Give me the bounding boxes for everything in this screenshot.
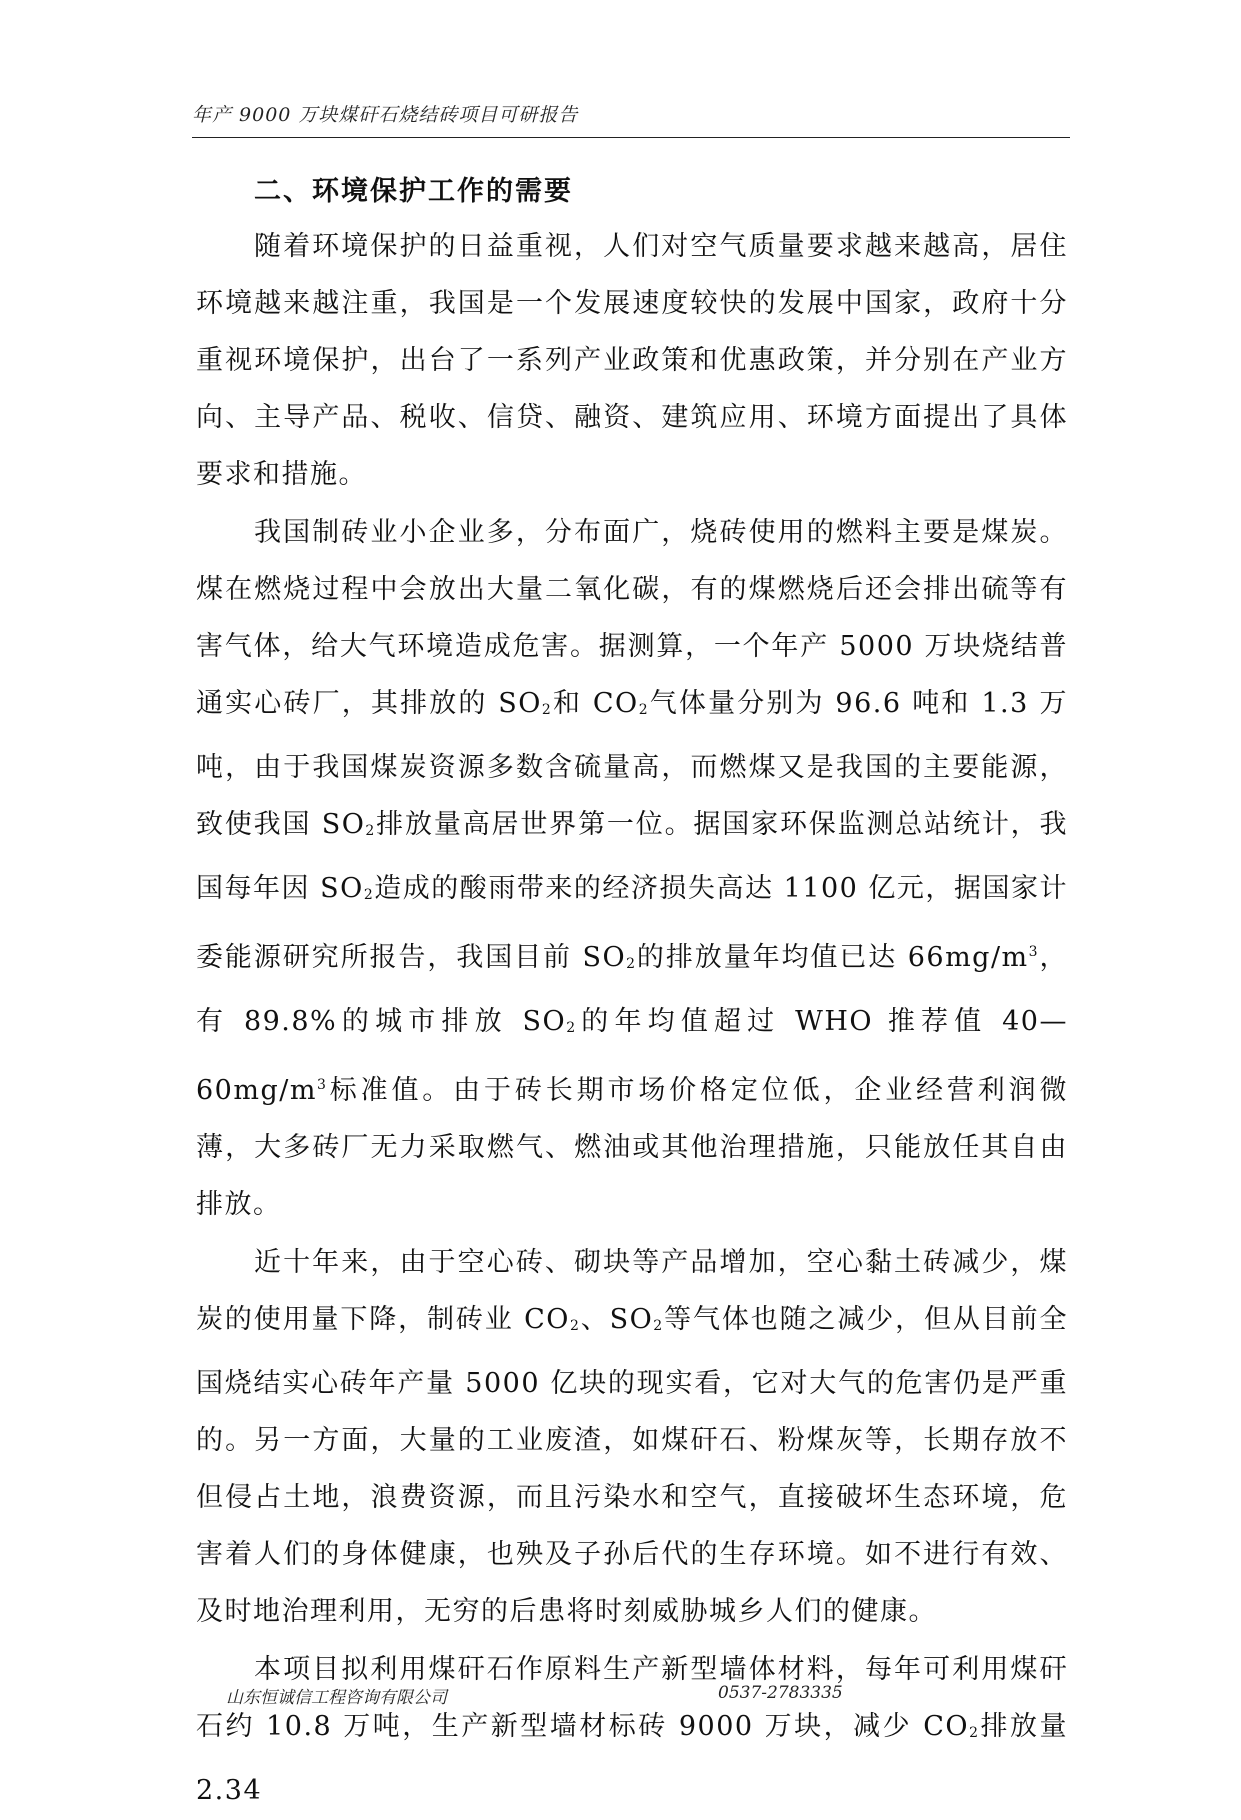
p3-text-1: 近十年来，由于空心砖、砌块等产品增加，空心黏土砖减少，煤炭的使用量下降，制砖业 CO bbox=[196, 1247, 1068, 1335]
footer-phone: 0537-2783335 bbox=[718, 1683, 843, 1703]
p3-text-2: 、SO bbox=[580, 1304, 654, 1335]
p2-text-8: 的年均值超过 WHO 推荐值 40—60mg/m bbox=[196, 1006, 1068, 1106]
running-header: 年产 9000 万块煤矸石烧结砖项目可研报告 bbox=[192, 104, 579, 126]
subscript-2: 2 bbox=[541, 702, 553, 718]
p2-text-5: 造成的酸雨带来的经济损失高达 1100 亿元，据国家计委能源研究所报告，我国目前 SO bbox=[196, 873, 1068, 973]
p2-text-1: 我国制砖业小企业多，分布面广，烧砖使用的燃料主要是煤炭。煤在燃烧过程中会放出大量二氧化碳，有的煤燃烧后还会排出硫等有害气体，给大气环境造成危害。据测算，一个年产 5000 万块烧结普通实心砖厂，其排放的 SO bbox=[196, 517, 1068, 719]
p2-text-3: 气体量分别为 96.6 吨和 1.3 万吨，由于我国煤炭资源多数含硫量高，而燃煤又是我国的主要能源，致使我国 SO bbox=[196, 688, 1068, 840]
p2-text-2: 和 CO bbox=[552, 688, 639, 719]
subscript-2: 2 bbox=[569, 1318, 581, 1334]
p2-text-4: 排放量高居世界第一位。据国家环保监测总站统计，我国每年因 SO bbox=[196, 809, 1069, 904]
subscript-2: 2 bbox=[566, 1020, 577, 1036]
p2-text-7: ，有 89.8%的城市排放 SO bbox=[196, 942, 1068, 1037]
subscript-2: 2 bbox=[626, 956, 637, 972]
subscript-2: 2 bbox=[638, 702, 650, 718]
subscript-2: 2 bbox=[653, 1318, 664, 1334]
subscript-2: 2 bbox=[365, 823, 376, 839]
footer-company: 山东恒诚信工程咨询有限公司 bbox=[226, 1688, 447, 1708]
paragraph-2 bbox=[196, 504, 1068, 1233]
p4-text-1: 本项目拟利用煤矸石作原料生产新型墙体材料，每年可利用煤矸石约 10.8 万吨，生产新型墙材标砖 9000 万块，减少 CO bbox=[196, 1654, 1068, 1742]
superscript-3: 3 bbox=[1028, 944, 1040, 960]
superscript-3: 3 bbox=[316, 1077, 328, 1093]
subscript-2: 2 bbox=[363, 887, 375, 903]
paragraph-4 bbox=[196, 1641, 1068, 1819]
p2-text-6: 的排放量年均值已达 66mg/m bbox=[636, 942, 1029, 973]
subscript-2: 2 bbox=[969, 1725, 980, 1741]
header-divider bbox=[192, 137, 1070, 138]
p4-text-2: 排放量 2.34 bbox=[196, 1711, 1069, 1806]
page-body bbox=[196, 166, 1068, 1820]
p2-text-9: 标准值。由于砖长期市场价格定位低，企业经营利润微薄，大多砖厂无力采取燃气、燃油或其他治理措施，只能放任其自由排放。 bbox=[196, 1075, 1068, 1220]
p3-text-3: 等气体也随之减少，但从目前全国烧结实心砖年产量 5000 亿块的现实看，它对大气的危害仍是严重的。另一方面，大量的工业废渣，如煤矸石、粉煤灰等，长期存放不但侵占土地，浪费资源，而且污染水和空气，直接破坏生态环境，危害着人们的身体健康，也殃及子孙后代的生存环境。如不进行有效、及时地治理利用，无穷的后患将时刻威胁城乡人们的健康。 bbox=[196, 1304, 1068, 1627]
section-heading: 二、环境保护工作的需要 bbox=[254, 176, 573, 207]
paragraph-1: 随着环境保护的日益重视，人们对空气质量要求越来越高，居住环境越来越注重，我国是一个发展速度较快的发展中国家，政府十分重视环境保护，出台了一系列产业政策和优惠政策，并分别在产业方向、主导产品、税收、信贷、融资、建筑应用、环境方面提出了具体要求和措施。 bbox=[196, 231, 1068, 490]
paragraph-3 bbox=[196, 1234, 1068, 1640]
